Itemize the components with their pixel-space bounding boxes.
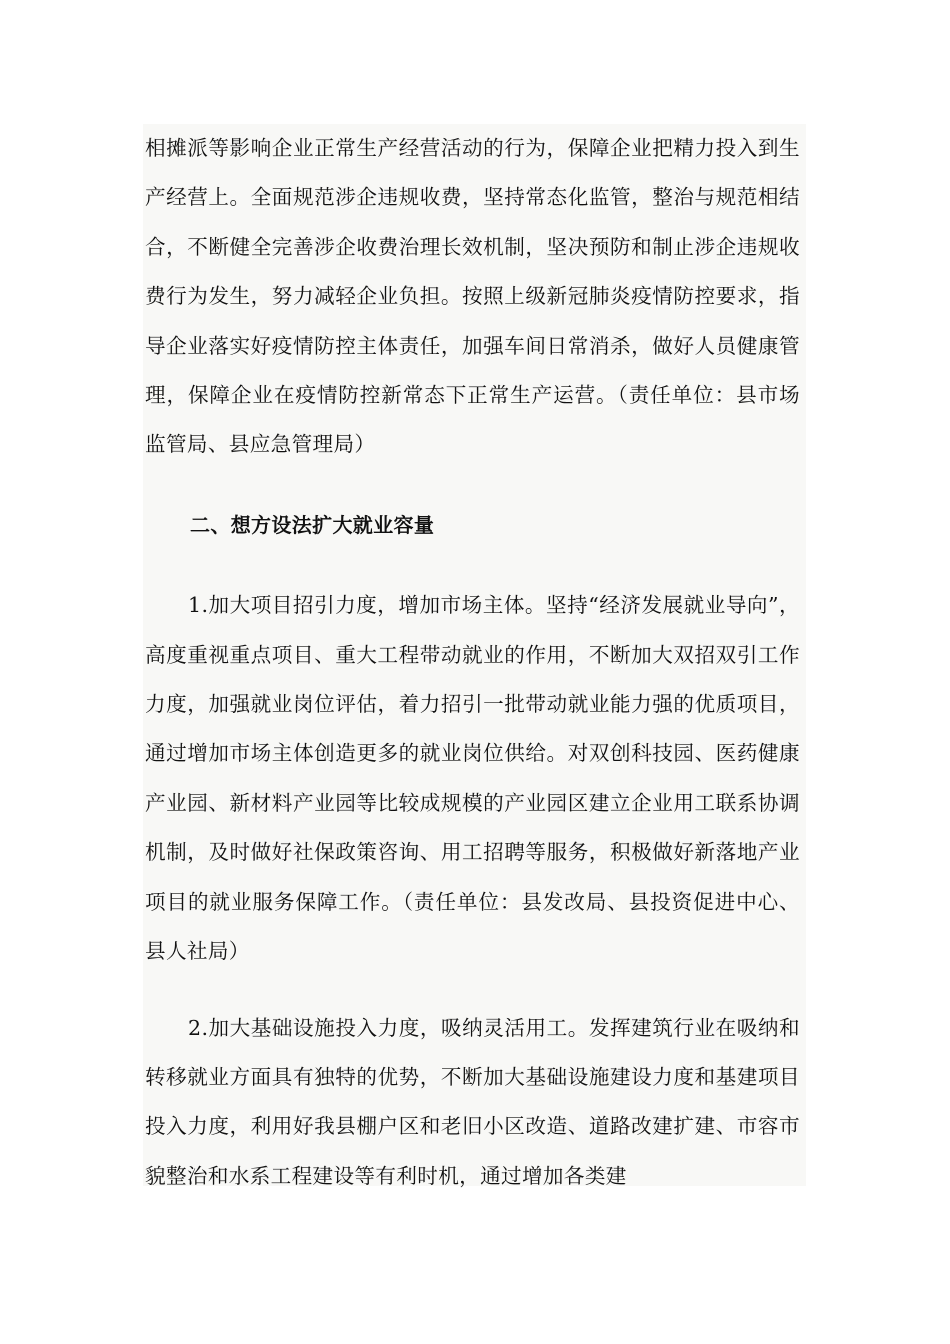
document-body — [145, 124, 800, 1201]
section-heading: 二、想方设法扩大就业容量 — [190, 512, 435, 537]
paragraph-continuation: 相摊派等影响企业正常生产经营活动的行为，保障企业把精力投入到生产经营上。全面规范涉企违规收费，坚持常态化监管，整治与规范相结合，不断健全完善涉企收费治理长效机制，坚决预防和制止涉企违规收费行为发生，努力减轻企业负担。按照上级新冠肺炎疫情防控要求，指导企业落实好疫情防控主体责任，加强车间日常消杀，做好人员健康管理，保障企业在疫情防控新常态下正常生产运营。（责任单位：县市场监管局、县应急管理局） — [145, 136, 800, 457]
paragraph-item-2: 2.加大基础设施投入力度，吸纳灵活用工。发挥建筑行业在吸纳和转移就业方面具有独特的优势，不断加大基础设施建设力度和基建项目投入力度，利用好我县棚户区和老旧小区改造、道路改建扩建、市容市貌整治和水系工程建设等有利时机，通过增加各类建 — [145, 1015, 800, 1188]
spacer — [145, 470, 800, 501]
paragraph-item-1: 1.加大项目招引力度，增加市场主体。坚持“经济发展就业导向”，高度重视重点项目、重大工程带动就业的作用，不断加大双招双引工作力度，加强就业岗位评估，着力招引一批带动就业能力强的优质项目，通过增加市场主体创造更多的就业岗位供给。对双创科技园、医药健康产业园、新材料产业园等比较成规模的产业园区建立企业用工联系协调机制，及时做好社保政策咨询、用工招聘等服务，积极做好新落地产业项目的就业服务保障工作。（责任单位：县发改局、县投资促进中心、县人社局） — [145, 593, 800, 964]
spacer — [145, 550, 800, 581]
spacer — [145, 977, 800, 1004]
